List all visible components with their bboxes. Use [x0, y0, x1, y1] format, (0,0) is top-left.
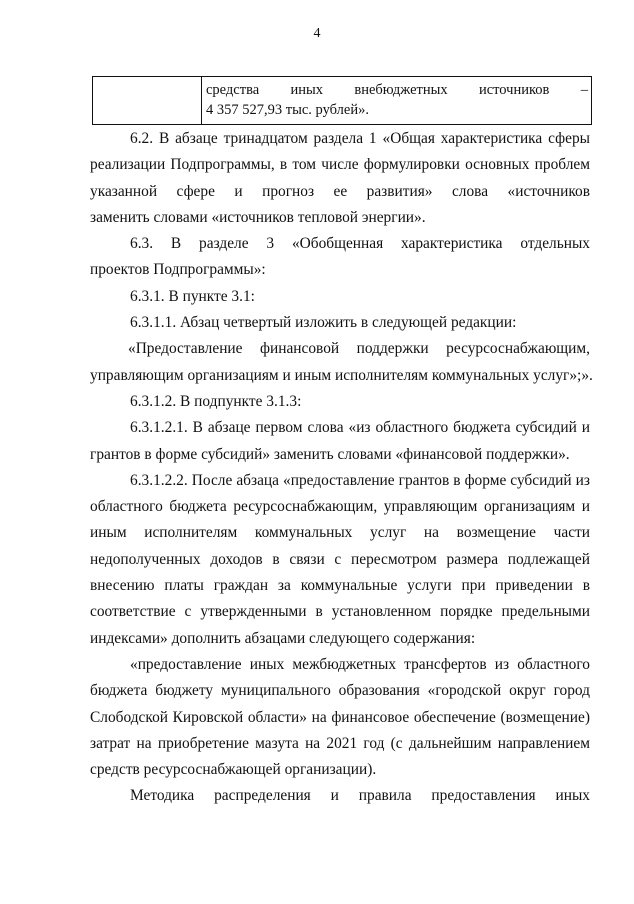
text-line: Слободской Кировской области» на финансовое обеспечение (возмещение): [90, 708, 590, 726]
table-cell-line-2: 4 357 527,93 тыс. рублей».: [206, 102, 369, 118]
text-line: 6.3.1. В пункте 3.1:: [130, 287, 255, 305]
table-cell-text: [202, 77, 592, 125]
paragraph-quote-2: [90, 652, 590, 783]
text-line: внесению платы граждан за коммунальные услуги при приведении в: [90, 577, 590, 595]
paragraph-6-3-1-1: [90, 310, 590, 336]
paragraph-6-2: [90, 126, 590, 231]
text-line: недополученных доходов в связи с пересмотром размера подлежащей: [90, 550, 590, 568]
text-line: средств ресурсоснабжающей организации).: [90, 761, 377, 779]
paragraph-6-3-1-2: [90, 389, 590, 415]
paragraph-methodology: [90, 783, 590, 809]
text-line: реализации Подпрограммы, в том числе формулировки основных проблем: [90, 156, 590, 174]
table-cell-empty: [93, 77, 202, 125]
text-line: соответствие с утвержденными в установленном порядке предельными: [90, 603, 590, 621]
text-line: «предоставление иных межбюджетных трансфертов из областного: [130, 655, 590, 673]
text-line: 6.3. В разделе 3 «Обобщенная характеристика отдельных: [130, 235, 590, 253]
text-line: иным исполнителям коммунальных услуг на возмещение части: [90, 524, 590, 542]
text-line: заменить словами «источников тепловой энергии».: [90, 208, 426, 226]
text-line: 6.2. В абзаце тринадцатом раздела 1 «Общая характеристика сферы: [130, 130, 590, 147]
table-row: [93, 77, 592, 125]
text-line: указанной сфере и прогноз ее развития» слова «источников: [90, 182, 590, 200]
paragraph-6-3-1: [90, 284, 590, 310]
text-line: областного бюджета ресурсоснабжающим, управляющим организациям и: [90, 498, 590, 516]
text-line: 6.3.1.2.1. В абзаце первом слова «из областного бюджета субсидий и: [130, 419, 590, 437]
text-line: 6.3.1.2. В подпункте 3.1.3:: [130, 392, 302, 410]
text-line: 6.3.1.2.2. После абзаца «предоставление грантов в форме субсидий из: [130, 471, 590, 489]
text-line: индексами» дополнить абзацами следующего содержания:: [90, 629, 476, 647]
continuation-table: [92, 76, 592, 125]
text-line: затрат на приобретение мазута на 2021 год (с дальнейшим направлением: [90, 734, 590, 752]
paragraph-6-3-1-2-2: [90, 468, 590, 652]
paragraph-6-3-1-2-1: [90, 415, 590, 468]
text-line: управляющим организациям и иным исполнителям коммунальных услуг»;».: [90, 366, 593, 384]
text-line: «Предоставление финансовой поддержки ресурсоснабжающим,: [128, 340, 590, 358]
text-line: Методика распределения и правила предоставления иных: [130, 787, 590, 805]
text-line: бюджета бюджету муниципального образования «городской округ город: [90, 682, 590, 700]
table-cell-line-1: средства иных внебюджетных источников –: [206, 82, 588, 98]
text-line: проектов Подпрограммы»:: [90, 261, 266, 279]
document-body: [90, 126, 593, 810]
paragraph-6-3: [90, 231, 590, 284]
page-number: 4: [313, 26, 321, 41]
text-line: грантов в форме субсидий» заменить словами «финансовой поддержки».: [90, 445, 570, 463]
text-line: 6.3.1.1. Абзац четвертый изложить в следующей редакции:: [130, 314, 517, 332]
paragraph-quote-1: [90, 336, 593, 389]
